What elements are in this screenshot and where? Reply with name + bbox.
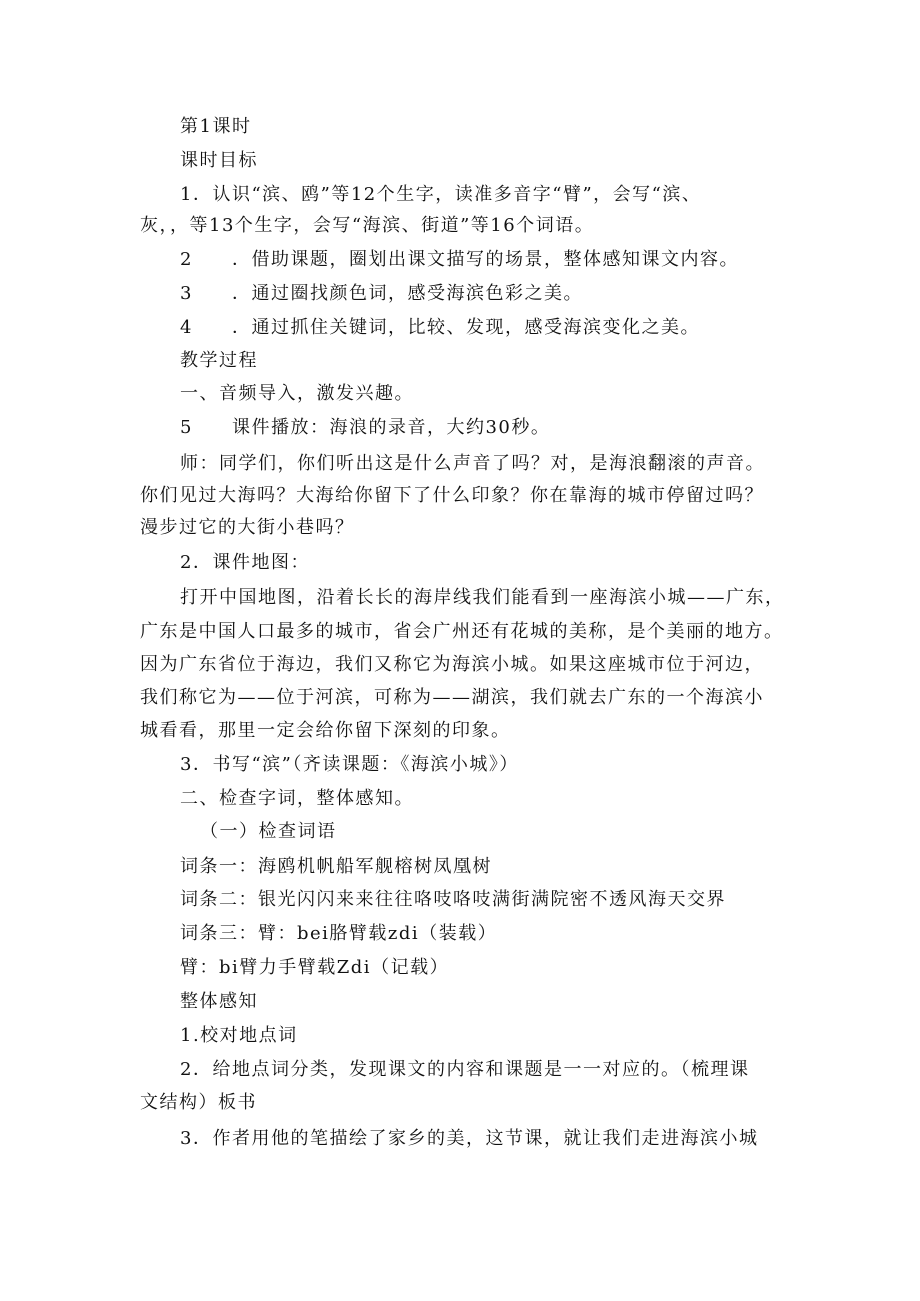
overall-2-line-2: 文结构）板书 xyxy=(140,1092,257,1113)
overall-1: 1.校对地点词 xyxy=(180,1025,298,1046)
map-line-1: 打开中国地图，沿着长长的海岸线我们能看到一座海滨小城——广东， xyxy=(180,587,785,608)
objective-2: 2 ．借助课题，圈划出课文描写的场景，整体感知课文内容。 xyxy=(180,249,739,270)
map-line-2: 广东是中国人口最多的城市，省会广州还有花城的美称，是个美丽的地方。 xyxy=(140,621,784,642)
teacher-line-2: 你们见过大海吗？大海给你留下了什么印象？你在靠海的城市停留过吗？ xyxy=(140,485,764,506)
step-2-map: 2．课件地图： xyxy=(180,552,310,573)
teacher-line-3: 漫步过它的大街小巷吗？ xyxy=(140,517,355,538)
objective-4: 4 ．通过抓住关键词，比较、发现，感受海滨变化之美。 xyxy=(180,317,700,338)
process-title: 教学过程 xyxy=(180,350,258,371)
entry-3: 词条三：臂：bei胳臂载zdi（装载） xyxy=(180,923,498,944)
section-1-title: 一、音频导入，激发兴趣。 xyxy=(180,383,414,404)
teacher-line-1: 师：同学们，你们听出这是什么声音了吗？对，是海浪翻滚的声音。 xyxy=(180,453,765,474)
map-line-4: 我们称它为——位于河滨，可称为——湖滨，我们就去广东的一个海滨小 xyxy=(140,687,764,708)
lesson-heading: 第1课时 xyxy=(180,116,252,137)
step-3-write: 3．书写“滨”（齐读课题：《海滨小城》） xyxy=(180,754,519,775)
sub-1-title: （一）检查词语 xyxy=(200,821,337,842)
objectives-title: 课时目标 xyxy=(180,150,258,171)
entry-2: 词条二：银光闪闪来来往往咯吱咯吱满街满院密不透风海天交界 xyxy=(180,889,726,910)
objective-3: 3 ．通过圈找颜色词，感受海滨色彩之美。 xyxy=(180,283,583,304)
overall-title: 整体感知 xyxy=(180,991,258,1012)
overall-3: 3．作者用他的笔描绘了家乡的美，这节课，就让我们走进海滨小城 xyxy=(180,1128,759,1149)
overall-2-line-1: 2．给地点词分类，发现课文的内容和课题是一一对应的。（梳理课 xyxy=(180,1059,750,1080)
section-2-title: 二、检查字词，整体感知。 xyxy=(180,788,414,809)
objective-1-line-1: 1．认识“滨、鸥”等12个生字，读准多音字“臂”，会写“滨、 xyxy=(180,184,702,205)
objective-1-line-2: 灰，，等13个生字，会写“海滨、街道”等16个词语。 xyxy=(140,215,595,236)
step-5: 5 课件播放：海浪的录音，大约30秒。 xyxy=(180,417,551,438)
entry-3b: 臂：bi臂力手臂载Zdi（记载） xyxy=(180,957,450,978)
map-line-3: 因为广东省位于海边，我们又称它为海滨小城。如果这座城市位于河边， xyxy=(140,654,764,675)
map-line-5: 城看看，那里一定会给你留下深刻的印象。 xyxy=(140,720,511,741)
entry-1: 词条一：海鸥机帆船军舰榕树凤凰树 xyxy=(180,856,492,877)
